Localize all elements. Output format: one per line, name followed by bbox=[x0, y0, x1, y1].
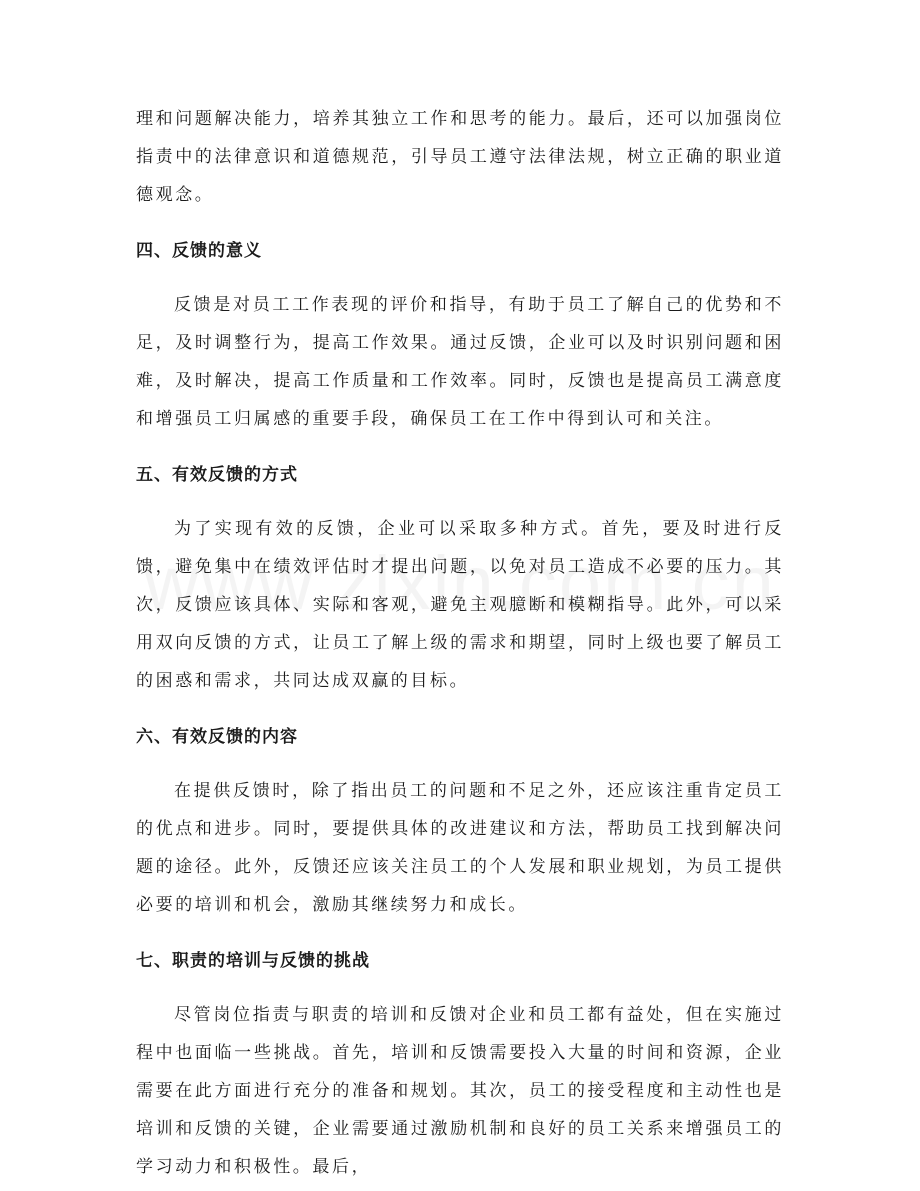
paragraph: 在提供反馈时，除了指出员工的问题和不足之外，还应该注重肯定员工的优点和进步。同时，要提供具体的改进建议和方法，帮助员工找到解决问题的途径。此外，反馈还应该关注员工的个人发展和职业规划，为员工提供必要的培训和机会，激励其继续努力和成长。 bbox=[136, 781, 784, 915]
section-heading: 四、反馈的意义 bbox=[136, 241, 262, 261]
paragraph: 理和问题解决能力，培养其独立工作和思考的能力。最后，还可以加强岗位指责中的法律意识和道德规范，引导员工遵守法律法规，树立正确的职业道德观念。 bbox=[136, 109, 784, 205]
paragraph: 尽管岗位指责与职责的培训和反馈对企业和员工都有益处，但在实施过程中也面临一些挑战。首先，培训和反馈需要投入大量的时间和资源，企业需要在此方面进行充分的准备和规划。其次，员工的接受程度和主动性也是培训和反馈的关键，企业需要通过激励机制和良好的员工关系来增强员工的学习动力和积极性。最后， bbox=[136, 1005, 784, 1177]
section-heading: 七、职责的培训与反馈的挑战 bbox=[136, 951, 370, 971]
paragraph: 为了实现有效的反馈，企业可以采取多种方式。首先，要及时进行反馈，避免集中在绩效评估时才提出问题，以免对员工造成不必要的压力。其次，反馈应该具体、实际和客观，避免主观臆断和模糊指导。此外，可以采用双向反馈的方式，让员工了解上级的需求和期望，同时上级也要了解员工的困惑和需求，共同达成双赢的目标。 bbox=[136, 519, 784, 691]
paragraph: 反馈是对员工工作表现的评价和指导，有助于员工了解自己的优势和不足，及时调整行为，提高工作效果。通过反馈，企业可以及时识别问题和困难，及时解决，提高工作质量和工作效率。同时，反馈也是提高员工满意度和增强员工归属感的重要手段，确保员工在工作中得到认可和关注。 bbox=[136, 295, 784, 429]
document-body bbox=[136, 100, 784, 1186]
section-heading: 六、有效反馈的内容 bbox=[136, 727, 298, 747]
section-heading: 五、有效反馈的方式 bbox=[136, 465, 298, 485]
